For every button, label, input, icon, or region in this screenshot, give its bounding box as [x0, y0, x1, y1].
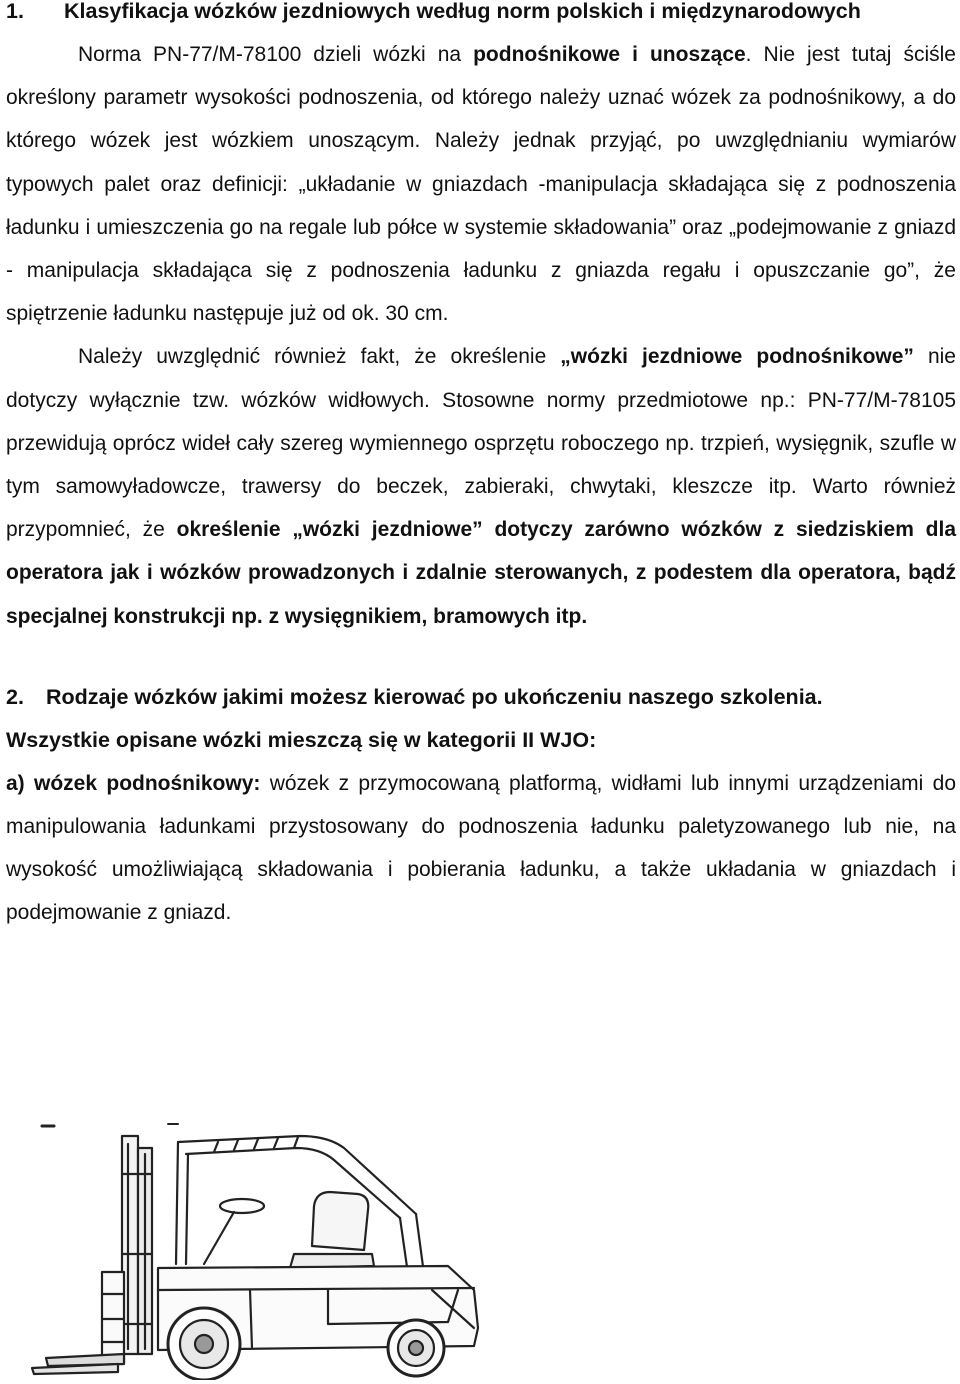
- document-page: [6, 0, 956, 935]
- forklift-illustration-icon: [28, 1114, 488, 1380]
- section-2-number: 2.: [6, 684, 24, 709]
- bold-statement: określenie „wózki jezdniowe” dotyczy zarówno wózków z siedziskiem dla operatora jak i wózków prowadzonych i zdalnie sterowanych, z podestem dla operatora, bądź specjalnej konstrukcji np. z wysięgnikiem, bramowych itp.: [6, 518, 956, 628]
- bold-term: „wózki jezdniowe podnośnikowe”: [560, 345, 914, 369]
- section-1-number: 1.: [6, 0, 24, 23]
- section-1-title: Klasyfikacja wózków jezdniowych według norm polskich i międzynarodowych: [64, 0, 861, 23]
- section-1-heading: [6, 0, 956, 33]
- section-2-subtitle: Wszystkie opisane wózki mieszczą się w kategorii II WJO:: [6, 727, 597, 752]
- section-2-heading: [6, 676, 956, 719]
- section-2-title: Rodzaje wózków jakimi możesz kierować po ukończeniu naszego szkolenia.: [46, 684, 823, 709]
- paragraph-text: Norma PN-77/M-78100 dzieli wózki na: [78, 43, 474, 66]
- item-a-text: wózek z przymocowaną platformą, widłami lub innymi urządzeniami do manipulowania ładunkami przystosowany do podnoszenia ładunku paletyzowanego lub nie, na wysokość umożliwiającą składowania i pobierania ładunku, a także układania w gniazdach i podejmowanie z gniazd.: [6, 771, 957, 925]
- section-gap: [6, 638, 956, 670]
- paragraph-text: Należy uwzględnić również fakt, że określenie: [78, 345, 561, 369]
- item-a: [6, 762, 956, 935]
- item-a-label: a) wózek podnośnikowy:: [6, 771, 261, 795]
- paragraph-norma: [6, 33, 956, 335]
- paragraph-fakt: [6, 335, 956, 637]
- paragraph-text: nie dotyczy wyłącznie tzw. wózków widłowych. Stosowne normy przedmiotowe np.: PN-77/M-78105 przewidują oprócz wideł cały szereg wymiennego osprzętu roboczego np. trzpień, wysięgnik, szufle w tym samowyładowcze, trawersy do beczek, zabieraki, chwytaki, kleszcze itp. Warto również przypomnieć, że: [6, 345, 956, 542]
- paragraph-text: . Nie jest tutaj ściśle określony parametr wysokości podnoszenia, od którego należy uznać wózek za podnośnikowy, a do którego wózek jest wózkiem unoszącym. Należy jednak przyjąć, po uwzględnianiu wymiarów typowych palet oraz definicji: „układanie w gniazdach -manipulacja składająca się z podnoszenia ładunku i umieszczenia go na regale lub półce w systemie składowania” oraz „podejmowanie z gniazd - manipulacja składająca się z podnoszenia ładunku z gniazda regału i opuszczanie go”, że spiętrzenie ładunku następuje już od ok. 30 cm.: [6, 43, 956, 326]
- bold-term: podnośnikowe i unoszące: [473, 43, 746, 66]
